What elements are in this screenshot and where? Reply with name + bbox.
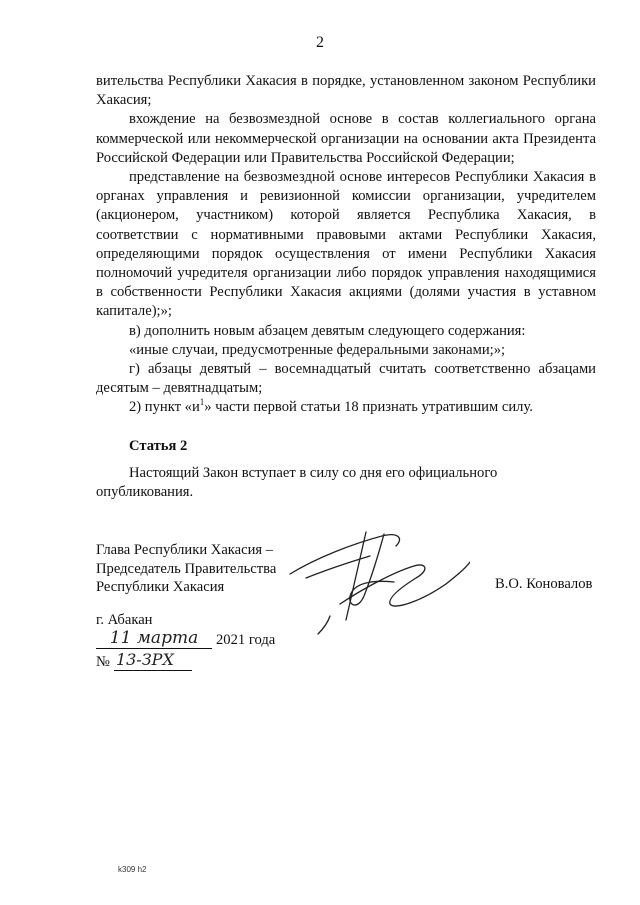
- signatory-name: В.О. Коновалов: [495, 576, 593, 592]
- place-of-signing: г. Абакан: [96, 612, 153, 628]
- handwritten-signature: [270, 518, 470, 638]
- handwritten-law-number: 13-ЗРХ: [114, 652, 192, 671]
- signatory-title: [96, 541, 276, 597]
- paragraph: вхождение на безвозмездной основе в состав коллегиального органа коммерческой или некоммерческой организации на основании акта Президента Российской Федерации или Правительства Российской Федерации;: [96, 111, 596, 166]
- law-number-line: [96, 652, 192, 671]
- paragraph: г) абзацы девятый – восемнадцатый считать соответственно абзацами десятым – девятнадцатым;: [96, 361, 596, 397]
- date-year: 2021 года: [216, 632, 276, 648]
- signatory-title-line: Глава Республики Хакасия –: [96, 542, 274, 558]
- paragraph-item-2: [96, 398, 596, 417]
- handwritten-date: 11 марта: [96, 630, 212, 649]
- paragraph: в) дополнить новым абзацем девятым следующего содержания:: [129, 322, 526, 339]
- paragraph-continued: вительства Республики Хакасия в порядке, установленном законом Республики Хакасия;: [96, 73, 596, 109]
- signatory-title-line: Республики Хакасия: [96, 579, 225, 595]
- signatory-title-line: Председатель Правительства: [96, 560, 277, 577]
- article-heading: Статья 2: [129, 437, 188, 454]
- item2-text-before: 2) пункт «и: [129, 399, 200, 416]
- date-line: [96, 630, 275, 650]
- number-prefix: №: [96, 654, 110, 670]
- paragraph: представление на безвозмездной основе интересов Республики Хакасия в органах управления и ревизионной комиссии организации, учредителем (акционером, участником) которой является Республика Хакасия, в соответствии с нормативными правовыми актами Республики Хакасия, определяющими порядок осуществления от имени Республики Хакасия полномочий учредителя организации либо порядок управления находящимися в собственности Республики Хакасия акциями (долями участия в уставном капитале);»;: [96, 169, 596, 320]
- paragraph: «иные случаи, предусмотренные федеральными законами;»;: [129, 341, 506, 358]
- footer-code: k309 h2: [118, 865, 147, 874]
- item2-text-after: » части первой статьи 18 признать утратившим силу.: [204, 399, 533, 416]
- page-number: 2: [316, 34, 324, 51]
- law-text: [96, 72, 596, 502]
- item2-superscript: 1: [199, 397, 205, 408]
- article-text: Настоящий Закон вступает в силу со дня его официального опубликования.: [96, 464, 498, 501]
